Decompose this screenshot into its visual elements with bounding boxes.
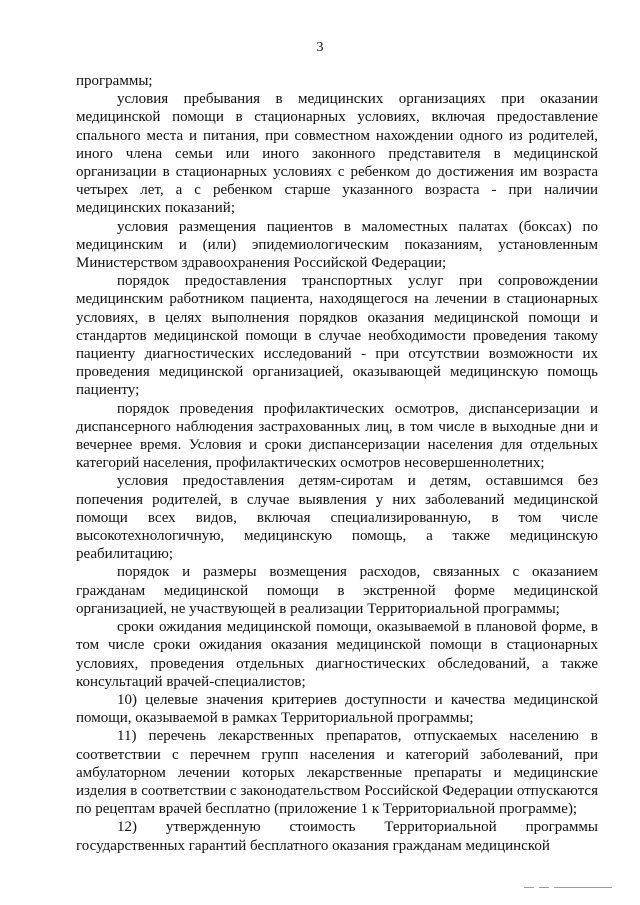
paragraph-item-11: 11) перечень лекарственных препаратов, отпускаемых населению в соответствии с перечнем групп населения и категорий заболеваний, при амбулаторном лечении которых лекарственные препараты и медицинские изделия в соответствии с законодательством Российской Федерации отпускаются по рецептам врачей бесплатно (приложение 1 к Территориальной программе); — [76, 728, 598, 818]
document-body — [76, 72, 598, 855]
paragraph-item-12: 12) утвержденную стоимость Территориальной программы государственных гарантий бесплатного оказания гражданам медицинской — [76, 819, 598, 854]
paragraph-waiting-times: сроки ожидания медицинской помощи, оказываемой в плановой форме, в том числе сроки ожидания оказания медицинской помощи в стационарных условиях, проведения отдельных диагностических обследований, а также консультаций врачей-специалистов; — [76, 619, 598, 690]
paragraph-ward-placement: условия размещения пациентов в маломестных палатах (боксах) по медицинским и (или) эпидемиологическим показаниям, установленным Министерством здравоохранения Российской Федерации; — [76, 218, 598, 272]
paragraph-item-10: 10) целевые значения критериев доступности и качества медицинской помощи, оказываемой в рамках Территориальной программы; — [76, 691, 598, 727]
paragraph-preventive-exams: порядок проведения профилактических осмотров, диспансеризации и диспансерного наблюдения застрахованных лиц, в том числе в выходные дни и вечернее время. Условия и сроки диспансеризации населения для отдельных категорий населения, профилактических осмотров несовершеннолетних; — [76, 400, 598, 472]
footer-scan-mark — [524, 884, 612, 890]
paragraph-continuation: программы; — [76, 73, 153, 89]
paragraph-orphans-care: условия предоставления детям-сиротам и детям, оставшимся без попечения родителей, в случае выявления у них заболеваний медицинской помощи всех видов, включая специализированную, в том числе высокотехнологичную, медицинскую помощь, а также медицинскую реабилитацию; — [76, 473, 598, 563]
paragraph-reimbursement: порядок и размеры возмещения расходов, связанных с оказанием гражданам медицинской помощи в экстренной форме медицинской организацией, не участвующей в реализации Территориальной программы; — [76, 564, 598, 617]
page-number: 3 — [316, 40, 324, 55]
paragraph-stay-conditions: условия пребывания в медицинских организациях при оказании медицинской помощи в стационарных условиях, включая предоставление спального места и питания, при совместном нахождении одного из родителей, иного члена семьи или иного законного представителя в медицинской организации в стационарных условиях с ребенком до достижения им возраста четырех лет, а с ребенком старше указанного возраста - при наличии медицинских показаний; — [76, 91, 598, 217]
paragraph-transport-services: порядок предоставления транспортных услуг при сопровождении медицинским работником пациента, находящегося на лечении в стационарных условиях, в целях выполнения порядков оказания медицинской помощи и стандартов медицинской помощи в случае необходимости проведения такому пациенту диагностических исследований - при отсутствии возможности их проведения медицинской организацией, оказывающей медицинскую помощь пациенту; — [76, 273, 598, 399]
